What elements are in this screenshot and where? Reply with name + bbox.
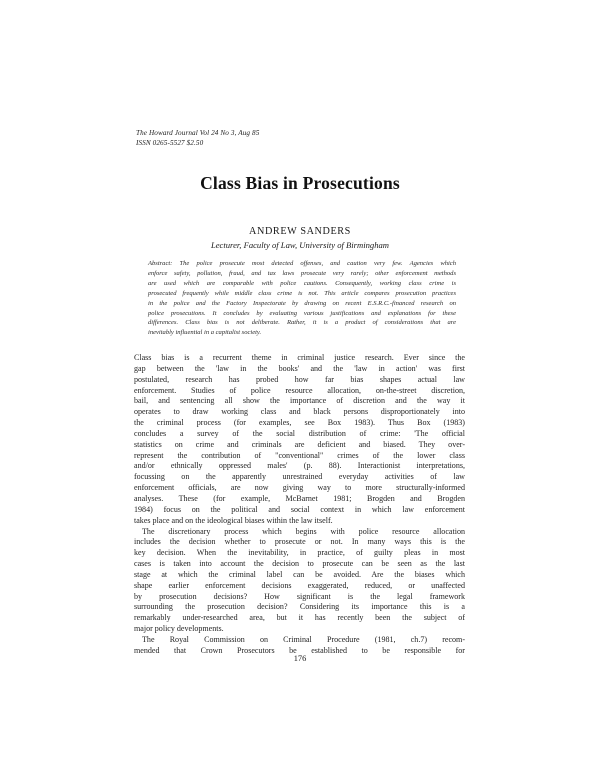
body-line: analyses. These (for example, McBarnet 1981; Brogden and Brogden bbox=[134, 493, 465, 503]
article-abstract bbox=[148, 259, 456, 338]
abstract-line: differences. Class bias is not deliberate. Rather, it is a product of considerations that are bbox=[148, 319, 456, 327]
body-line: bail, and sentencing all show the importance of discretion and the way it bbox=[134, 396, 465, 406]
body-line: by prosecution decisions? How significant is the legal framework bbox=[134, 591, 465, 601]
journal-issn-line: ISSN 0265-5527 $2.50 bbox=[136, 138, 204, 147]
body-line: represent the contribution of "conventional" crimes of the lower class bbox=[134, 450, 465, 460]
body-line: stage at which the criminal label can be avoided. Are the biases which bbox=[134, 569, 465, 579]
abstract-line: inevitably influential in a capitalist society. bbox=[148, 329, 262, 337]
body-line: enforcement officials, are now giving way to more structurally-informed bbox=[134, 483, 465, 493]
journal-citation-line-1: The Howard Journal Vol 24 No 3, Aug 85 bbox=[136, 129, 260, 137]
body-line: enforcement. Studies of police resource allocation, on-the-street discretion, bbox=[134, 385, 465, 395]
abstract-line: Abstract: The police prosecute most detected offenses, and caution very few. Agencies which bbox=[148, 260, 456, 267]
abstract-line: are used which are comparable with police cautions. Consequently, working class crime is bbox=[148, 279, 456, 287]
body-line: operates to draw working class and black persons disproportionately into bbox=[134, 407, 465, 417]
abstract-line: police prosecutions. It concludes by evaluating various justifications and explanations for these bbox=[148, 309, 456, 317]
body-line: takes place and on the ideological biases within the law itself. bbox=[134, 515, 333, 525]
body-line: concludes a survey of the social distribution of crime: 'The official bbox=[134, 428, 465, 438]
body-line: includes the decision whether to prosecute or not. In many ways this is the bbox=[134, 537, 465, 547]
abstract-line: enforce safety, pollution, fraud, and tax laws prosecute very rarely; other enforcement methods bbox=[148, 269, 456, 277]
body-line: The Royal Commission on Criminal Procedure (1981, ch.7) recom- bbox=[142, 634, 465, 644]
body-line: major policy developments. bbox=[134, 624, 224, 634]
body-line: The discretionary process which begins with police resource allocation bbox=[142, 526, 465, 536]
body-line: Class bias is a recurrent theme in criminal justice research. Ever since the bbox=[134, 353, 465, 362]
body-line: gap between the 'law in the books' and the 'law in action' was first bbox=[134, 363, 465, 373]
body-line: focussing on the apparently unrestrained everyday activities of law bbox=[134, 472, 465, 482]
abstract-line: in the police and the Factory Inspectorate by drawing on recent E.S.R.C.-financed research on bbox=[148, 299, 456, 307]
body-line: remarkably under-researched area, but it has recently been the subject of bbox=[134, 613, 465, 623]
article-body bbox=[134, 353, 465, 657]
article-title: Class Bias in Prosecutions bbox=[200, 173, 400, 193]
body-line: mended that Crown Prosecutors be established to be responsible for bbox=[134, 645, 465, 655]
journal-citation bbox=[136, 129, 259, 148]
body-line: surrounding the prosecution decision? Considering its importance this is a bbox=[134, 602, 465, 612]
body-line: and/or ethnically oppressed males' (p. 88). Interactionist interpretations, bbox=[134, 461, 465, 471]
body-line: statistics on crime and criminals are deficient and biased. They over- bbox=[134, 439, 465, 449]
body-line: 1984) focus on the political and social context in which law enforcement bbox=[134, 504, 465, 514]
body-line: postulated, research has probed how far bias shapes actual law bbox=[134, 374, 465, 384]
body-line: the criminal process (for examples, see Box 1983). Thus Box (1983) bbox=[134, 418, 465, 428]
body-line: key decision. When the inevitability, in practice, of guilty pleas in most bbox=[134, 548, 465, 558]
article-author: ANDREW SANDERS bbox=[249, 226, 351, 237]
author-affiliation: Lecturer, Faculty of Law, University of Birmingham bbox=[210, 240, 390, 250]
page-number: 176 bbox=[293, 654, 307, 663]
body-line: shape earlier enforcement decisions exaggerated, reduced, or unaffected bbox=[134, 580, 465, 590]
abstract-line: prosecuted frequently while middle class crime is not. This article compares prosecution practices bbox=[148, 289, 456, 297]
body-line: cases is taken into account the decision to prosecute can be seen as the last bbox=[134, 559, 465, 569]
